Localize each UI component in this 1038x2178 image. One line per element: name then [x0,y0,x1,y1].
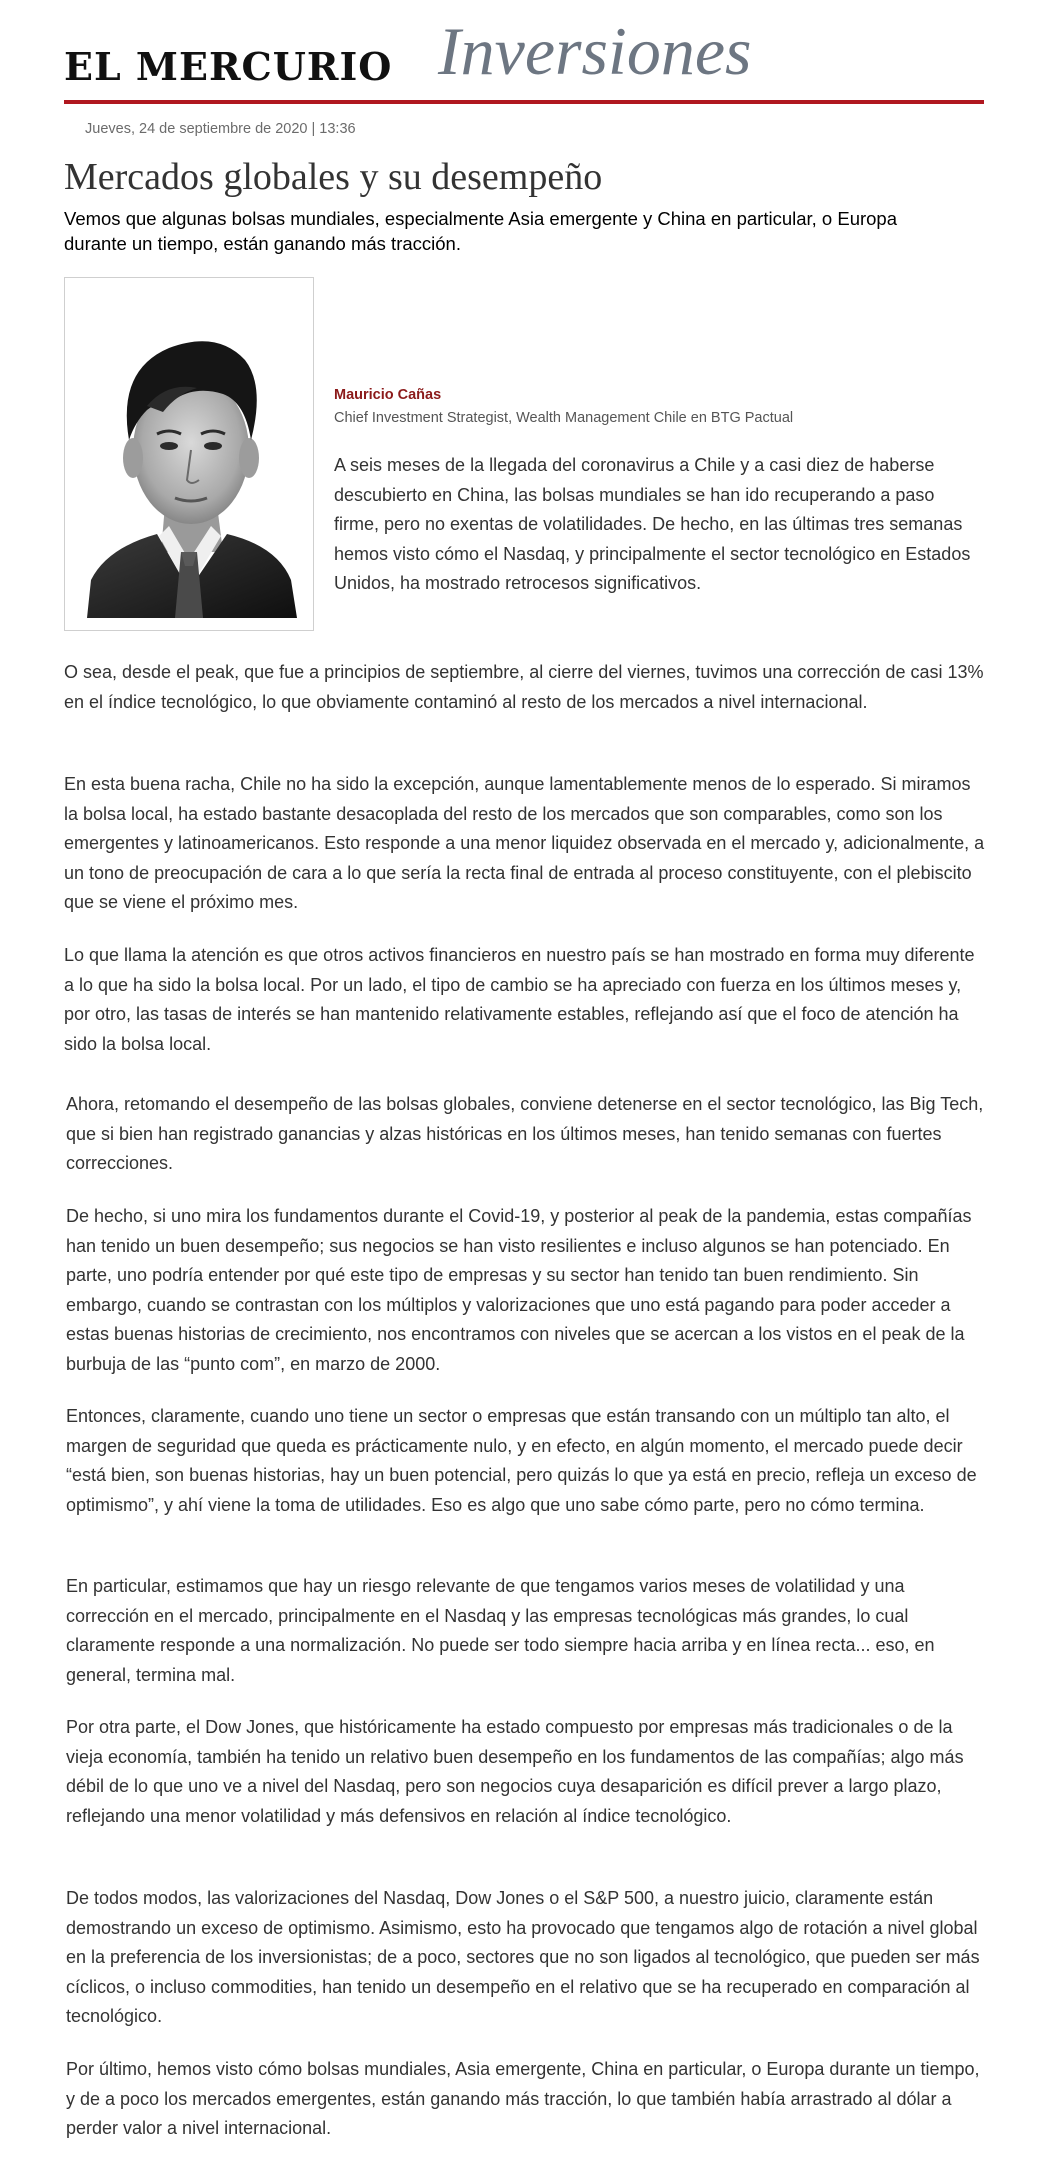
article-lead: Vemos que algunas bolsas mundiales, especialmente Asia emergente y China en particular, o Europa durante un tiempo, están ganando más tracción. [64,208,898,254]
article-paragraph: De hecho, si uno mira los fundamentos durante el Covid-19, y posterior al peak de la pandemia, estas compañías han tenido un buen desempeño; sus negocios se han visto resilientes e incluso algunos se han potenciado. En parte, uno podría entender por qué este tipo de empresas y su sector han tenido tan buen rendimiento. Sin embargo, cuando se contrastan con los múltiplos y valorizaciones que uno está pagando para poder acceder a estas buenas historias de crecimiento, nos encontramos con niveles que se acercan a los vistos en el peak de la burbuja de las “punto com”, en marzo de 2000. [66,1206,972,1374]
article-paragraph: Por último, hemos visto cómo bolsas mundiales, Asia emergente, China en particular, o Europa durante un tiempo, y de a poco los mercados emergentes, están ganando más tracción, lo que también había arrastrado al dólar a perder valor a nivel internacional. [66,2059,980,2138]
author-name: Mauricio Cañas [334,387,442,403]
article-headline: Mercados globales y su desempeño [64,156,603,198]
article-intro-paragraph: A seis meses de la llegada del coronavirus a Chile y a casi diez de haberse descubierto en China, las bolsas mundiales se han ido recuperando a paso firme, pero no exentas de volatilidades. De hecho, en las últimas tres semanas hemos visto cómo el Nasdaq, y principalmente el sector tecnológico en Estados Unidos, ha mostrado retrocesos significativos. [334,455,971,593]
article-paragraph: En particular, estimamos que hay un riesgo relevante de que tengamos varios meses de volatilidad y una corrección en el mercado, principalmente en el Nasdaq y las empresas tecnológicas más grandes, lo cual claramente responde a una normalización. No puede ser todo siempre hacia arriba y en línea recta... eso, en general, termina mal. [66,1576,935,1685]
article-paragraph: O sea, desde el peak, que fue a principios de septiembre, al cierre del viernes, tuvimos una corrección de casi 13% en el índice tecnológico, lo que obviamente contaminó al resto de los mercados a nivel internacional. [64,662,984,712]
author-portrait-image [77,290,301,618]
author-role: Chief Investment Strategist, Wealth Management Chile en BTG Pactual [334,410,794,426]
section-title[interactable]: Inversiones [438,13,752,89]
author-photo [64,277,314,631]
article-paragraph: Lo que llama la atención es que otros activos financieros en nuestro país se han mostrado en forma muy diferente a lo que ha sido la bolsa local. Por un lado, el tipo de cambio se ha apreciado con fuerza en los últimos meses y, por otro, las tasas de interés se han mantenido relativamente estables, reflejando así que el foco de atención ha sido la bolsa local. [64,945,975,1054]
article-dateline: Jueves, 24 de septiembre de 2020 | 13:36 [85,121,356,137]
newspaper-logo[interactable]: EL MERCURIO [64,44,393,89]
article-paragraph: Ahora, retomando el desempeño de las bolsas globales, conviene detenerse en el sector tecnológico, las Big Tech, que si bien han registrado ganancias y alzas históricas en los últimos meses, han tenido semanas con fuertes correcciones. [66,1094,984,1173]
article-paragraph: Entonces, claramente, cuando uno tiene un sector o empresas que están transando con un múltiplo tan alto, el margen de seguridad que queda es prácticamente nulo, y en efecto, en algún momento, el mercado puede decir “está bien, son buenas historias, hay un buen potencial, pero quizás lo que ya está en precio, refleja un exceso de optimismo”, y ahí viene la toma de utilidades. Eso es algo que uno sabe cómo parte, pero no cómo termina. [66,1406,977,1515]
header-divider [64,100,984,104]
article-paragraph: En esta buena racha, Chile no ha sido la excepción, aunque lamentablemente menos de lo esperado. Si miramos la bolsa local, ha estado bastante desacoplada del resto de los mercados que son comparables, como son los emergentes y latinoamericanos. Esto responde a una menor liquidez observada en el mercado y, adicionalmente, a un tono de preocupación de cara a lo que sería la recta final de entrada al proceso constituyente, con el plebiscito que se viene el próximo mes. [64,774,985,912]
masthead [64,13,984,106]
article-paragraph: De todos modos, las valorizaciones del Nasdaq, Dow Jones o el S&P 500, a nuestro juicio, claramente están demostrando un exceso de optimismo. Asimismo, esto ha provocado que tengamos algo de rotación a nivel global en la preferencia de los inversionistas; de a poco, sectores que no son ligados al tecnológico, que pueden ser más cíclicos, o incluso commodities, han tenido un desempeño en el relativo que se ha recuperado en comparación al tecnológico. [66,1888,980,2026]
article-paragraph: Por otra parte, el Dow Jones, que históricamente ha estado compuesto por empresas más tradicionales o de la vieja economía, también ha tenido un relativo buen desempeño en los fundamentos de las compañías; algo más débil de lo que uno ve a nivel del Nasdaq, pero son negocios cuya desaparición es difícil prever a largo plazo, reflejando una menor volatilidad y más defensivos en relación al índice tecnológico. [66,1717,964,1826]
